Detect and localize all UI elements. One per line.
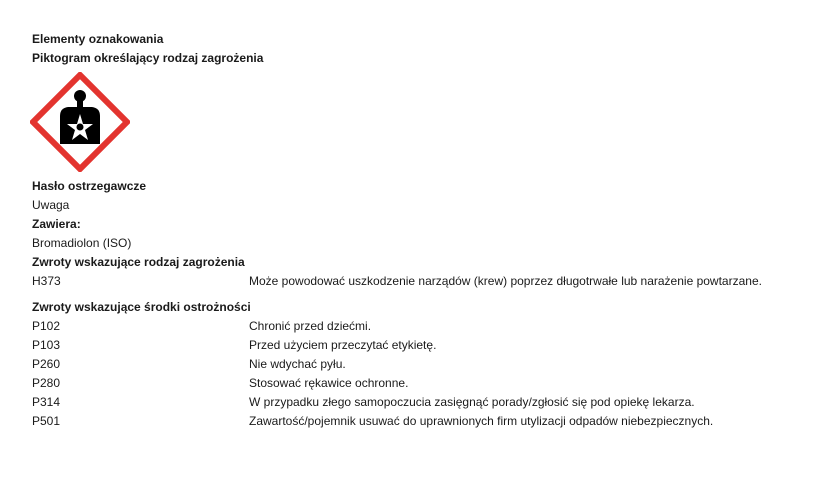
statement-text: Zawartość/pojemnik usuwać do uprawnionych firm utylizacji odpadów niebezpiecznych.: [249, 414, 714, 428]
statement-code: P102: [32, 319, 61, 333]
precautionary-statement-row: [32, 355, 802, 374]
statement-text: Przed użyciem przeczytać etykietę.: [249, 338, 437, 352]
precautionary-statement-row: [32, 393, 802, 412]
statement-code: P260: [32, 357, 61, 371]
hazard-statement-row: [32, 272, 802, 291]
pictogram-heading: Piktogram określający rodzaj zagrożenia: [32, 51, 264, 65]
statement-code: P280: [32, 376, 61, 390]
statement-code: P103: [32, 338, 61, 352]
statement-text: Nie wdychać pyłu.: [249, 357, 346, 371]
hazard-statements-heading: Zwroty wskazujące rodzaj zagrożenia: [32, 255, 245, 269]
contains-heading: Zawiera:: [32, 217, 81, 231]
signal-word-value: Uwaga: [32, 198, 70, 212]
statement-text: Stosować rękawice ochronne.: [249, 376, 409, 390]
precautionary-statement-row: [32, 374, 802, 393]
precautionary-statements-heading: Zwroty wskazujące środki ostrożności: [32, 300, 251, 314]
precautionary-statement-row: [32, 412, 802, 431]
label-elements-section: [32, 30, 802, 431]
statement-code: P501: [32, 414, 61, 428]
statement-text: Może powodować uszkodzenie narządów (krew) poprzez długotrwałe lub narażenie powtarzane.: [249, 274, 762, 288]
statement-code: P314: [32, 395, 61, 409]
statement-text: W przypadku złego samopoczucia zasięgnąć porady/zgłosić się pod opiekę lekarza.: [249, 395, 695, 409]
precautionary-statement-row: [32, 336, 802, 355]
statement-code: H373: [32, 274, 61, 288]
precautionary-statement-row: [32, 317, 802, 336]
statement-text: Chronić przed dziećmi.: [249, 319, 372, 333]
signal-word-heading: Hasło ostrzegawcze: [32, 179, 147, 193]
contains-value: Bromadiolon (ISO): [32, 236, 132, 250]
section-title: Elementy oznakowania: [32, 32, 164, 46]
health-hazard-pictogram-icon: [30, 72, 130, 172]
